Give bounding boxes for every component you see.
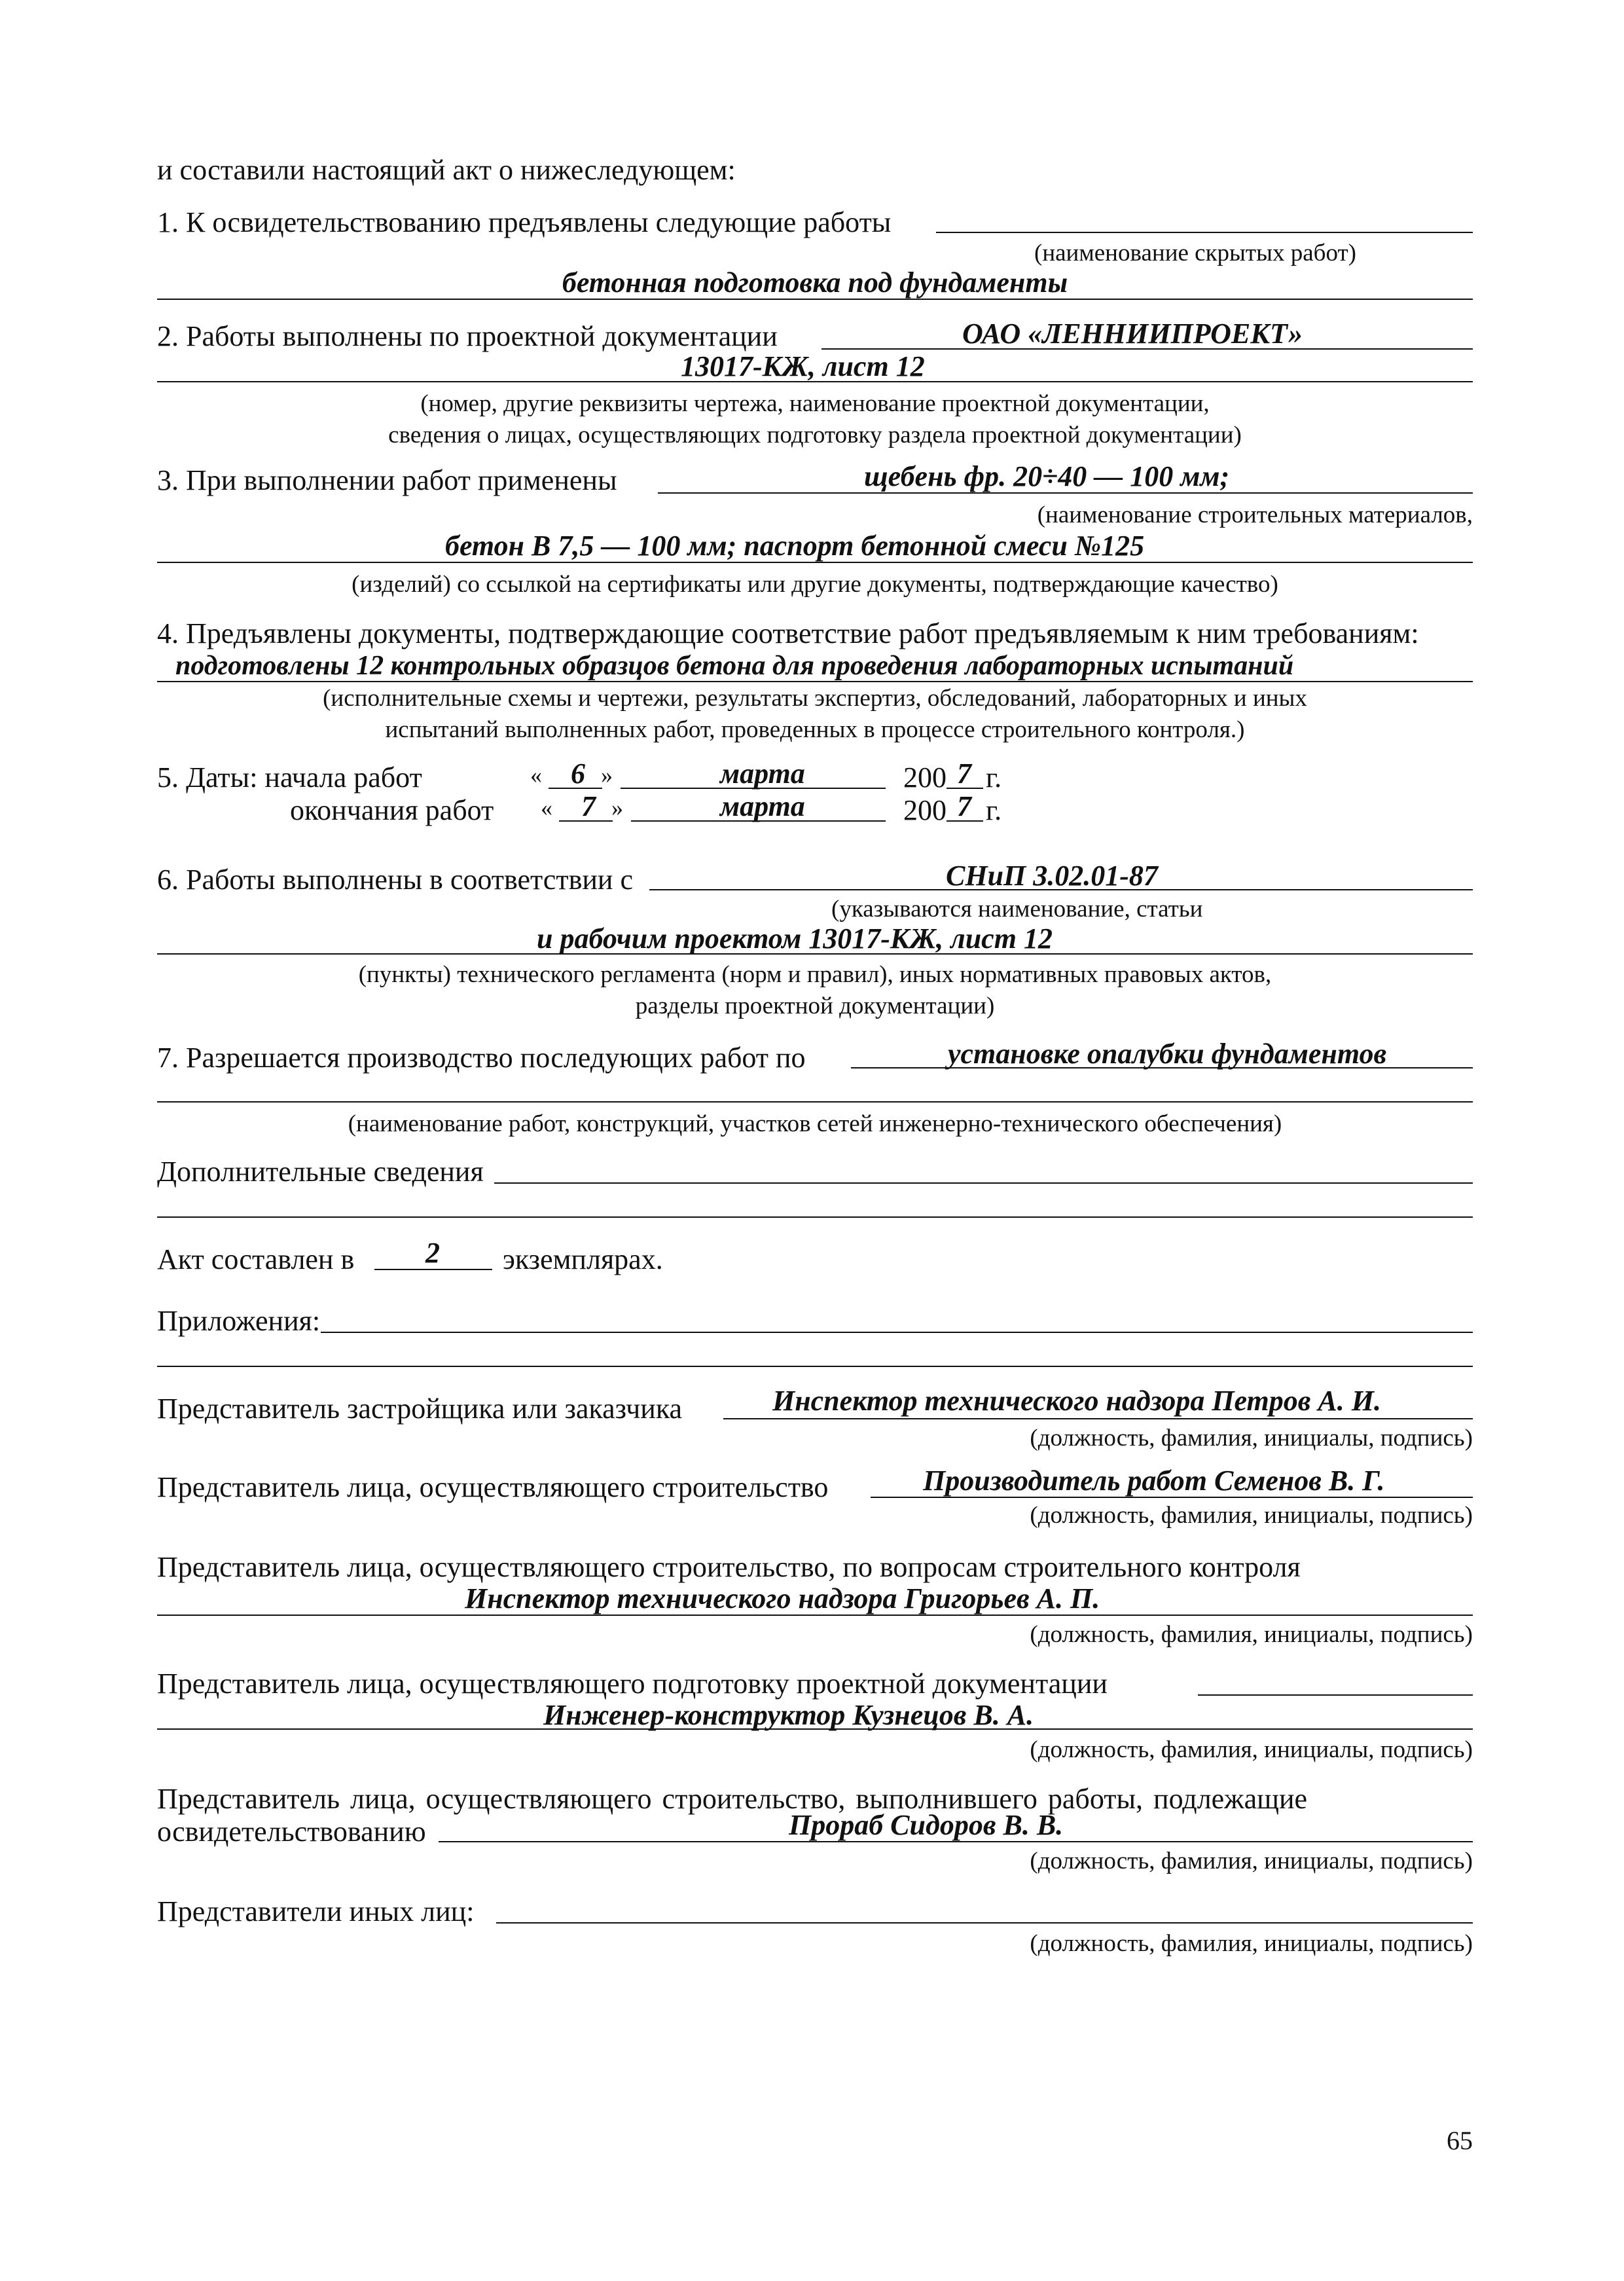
item5-end-qopen: «: [541, 795, 552, 821]
item5-start-day-line: [549, 788, 602, 789]
item5-start-month: марта: [720, 757, 805, 790]
item5-start-qopen: «: [530, 762, 542, 788]
item5-end-yearprefix: 200: [903, 794, 947, 826]
item5-end-year-line: [947, 820, 983, 822]
item2-hint1: (номер, другие реквизиты чертежа, наименование проектной документации,: [420, 390, 1210, 417]
item2-value1: ОАО «ЛЕННИИПРОЕКТ»: [962, 318, 1303, 350]
attachments-line-a[interactable]: [321, 1332, 1473, 1333]
item6-line-b: [157, 953, 1473, 955]
rep2-label: Представитель лица, осуществляющего строительство: [157, 1471, 829, 1503]
item5-start-qclose: »: [601, 762, 613, 788]
rep5-label2: освидетельствованию: [157, 1816, 426, 1848]
copies-label: Акт составлен в: [157, 1243, 355, 1275]
rep5-line: [439, 1841, 1473, 1842]
item1-label: 1. К освидетельствованию предъявлены следующие работы: [157, 206, 892, 238]
item3-hint1: (наименование строительных материалов,: [1037, 502, 1473, 528]
item6-value1: СНиП 3.02.01-87: [946, 860, 1158, 892]
attachments-line-b[interactable]: [157, 1366, 1473, 1367]
rep1-label: Представитель застройщика или заказчика: [157, 1393, 683, 1425]
item1-hint: (наименование скрытых работ): [1034, 240, 1356, 266]
item3-hint2: (изделий) со ссылкой на сертификаты или другие документы, подтверждающие качество): [352, 571, 1278, 598]
additional-line-a[interactable]: [494, 1182, 1473, 1184]
item6-value2: и рабочим проектом 13017-КЖ, лист 12: [537, 922, 1053, 955]
intro-text: и составили настоящий акт о нижеследующем:: [157, 154, 736, 186]
rep3-label: Представитель лица, осуществляющего строительство, по вопросам строительного контроля: [157, 1551, 1301, 1583]
item5-end-month: марта: [720, 790, 805, 822]
item4-label: 4. Предъявлены документы, подтверждающие соответствие работ предъявляемым к ним требованиям:: [157, 617, 1419, 649]
item7-line-b: [157, 1101, 1473, 1103]
copies-value: 2: [425, 1237, 440, 1269]
item5-start-day: 6: [571, 757, 585, 790]
item5-end-year: 7: [957, 790, 971, 822]
item6-line-a: [649, 889, 1473, 890]
item3-line-b: [157, 562, 1473, 563]
rep4-value: Инженер-конструктор Кузнецов В. А.: [543, 1699, 1034, 1731]
item3-line-a: [658, 492, 1473, 494]
rep3-hint: (должность, фамилия, инициалы, подпись): [1030, 1621, 1473, 1648]
item6-hint3: разделы проектной документации): [635, 993, 995, 1019]
rep2-value: Производитель работ Семенов В. Г.: [923, 1465, 1385, 1497]
rep4-hint: (должность, фамилия, инициалы, подпись): [1030, 1736, 1473, 1763]
copies-line: [374, 1269, 492, 1270]
item5-start-month-line: [621, 788, 886, 789]
copies-suffix: экземплярах.: [503, 1243, 663, 1275]
rep5-label1: Представитель лица, осуществляющего строительство, выполнившего работы, подлежащие: [157, 1783, 1308, 1815]
item7-value: установке опалубки фундаментов: [948, 1038, 1387, 1070]
item1-line-a: [936, 232, 1473, 233]
attachments-label: Приложения:: [157, 1305, 321, 1337]
item1-line-b: [157, 299, 1473, 300]
item5-end-day: 7: [581, 790, 596, 822]
item7-hint: (наименование работ, конструкций, участков сетей инженерно-технического обеспечения): [348, 1110, 1282, 1137]
item5-label-end: окончания работ: [290, 794, 494, 826]
rep5-hint: (должность, фамилия, инициалы, подпись): [1030, 1848, 1473, 1874]
item1-value: бетонная подготовка под фундаменты: [562, 266, 1068, 299]
item3-value2: бетон В 7,5 — 100 мм; паспорт бетонной смеси №125: [445, 530, 1145, 562]
item2-value2: 13017-КЖ, лист 12: [681, 350, 925, 382]
item2-label: 2. Работы выполнены по проектной документации: [157, 320, 778, 352]
rep3-line: [157, 1615, 1473, 1616]
rep6-line[interactable]: [496, 1922, 1473, 1924]
item5-start-yearprefix: 200: [903, 761, 947, 794]
rep1-value: Инспектор технического надзора Петров А. И.: [772, 1385, 1381, 1417]
item6-hint2: (пункты) технического регламента (норм и правил), иных нормативных правовых актов,: [358, 961, 1272, 988]
additional-label: Дополнительные сведения: [157, 1156, 484, 1188]
rep6-hint: (должность, фамилия, инициалы, подпись): [1030, 1930, 1473, 1957]
rep2-hint: (должность, фамилия, инициалы, подпись): [1030, 1502, 1473, 1529]
rep6-label: Представители иных лиц:: [157, 1895, 475, 1927]
item2-line-b: [157, 381, 1473, 382]
item5-start-year: 7: [957, 757, 971, 790]
rep3-value: Инспектор технического надзора Григорьев А. П.: [465, 1582, 1100, 1615]
item2-line-a: [821, 348, 1473, 350]
item6-hint1: (указываются наименование, статьи: [831, 896, 1203, 922]
item5-label-start: 5. Даты: начала работ: [157, 761, 422, 794]
rep2-line: [871, 1497, 1473, 1498]
item6-label: 6. Работы выполнены в соответствии с: [157, 864, 633, 896]
item3-label: 3. При выполнении работ применены: [157, 464, 617, 496]
rep4-line-a: [1198, 1694, 1473, 1696]
item5-end-g: г.: [986, 794, 1002, 826]
item5-start-g: г.: [986, 761, 1002, 794]
item7-line-a: [851, 1067, 1473, 1068]
rep4-label: Представитель лица, осуществляющего подготовку проектной документации: [157, 1668, 1108, 1700]
item4-hint2: испытаний выполненных работ, проведенных в процессе строительного контроля.): [385, 716, 1245, 743]
item5-end-day-line: [559, 820, 613, 822]
item5-end-month-line: [631, 820, 886, 822]
rep1-line: [723, 1418, 1473, 1419]
item5-start-year-line: [947, 788, 983, 789]
additional-line-b[interactable]: [157, 1216, 1473, 1218]
item3-value1: щебень фр. 20÷40 — 100 мм;: [864, 460, 1230, 492]
item2-hint2: сведения о лицах, осуществляющих подготовку раздела проектной документации): [388, 422, 1242, 448]
rep5-value: Прораб Сидоров В. В.: [789, 1809, 1064, 1841]
item4-hint1: (исполнительные схемы и чертежи, результаты экспертиз, обследований, лабораторных и иных: [323, 685, 1307, 712]
item7-label: 7. Разрешается производство последующих работ по: [157, 1042, 806, 1074]
item5-end-qclose: »: [611, 795, 623, 821]
rep4-line-b: [157, 1728, 1473, 1730]
item4-value: подготовлены 12 контрольных образцов бетона для проведения лабораторных испытаний: [175, 651, 1294, 681]
item4-line: [157, 681, 1473, 682]
page-number: 65: [1447, 2126, 1473, 2155]
rep1-hint: (должность, фамилия, инициалы, подпись): [1030, 1425, 1473, 1451]
